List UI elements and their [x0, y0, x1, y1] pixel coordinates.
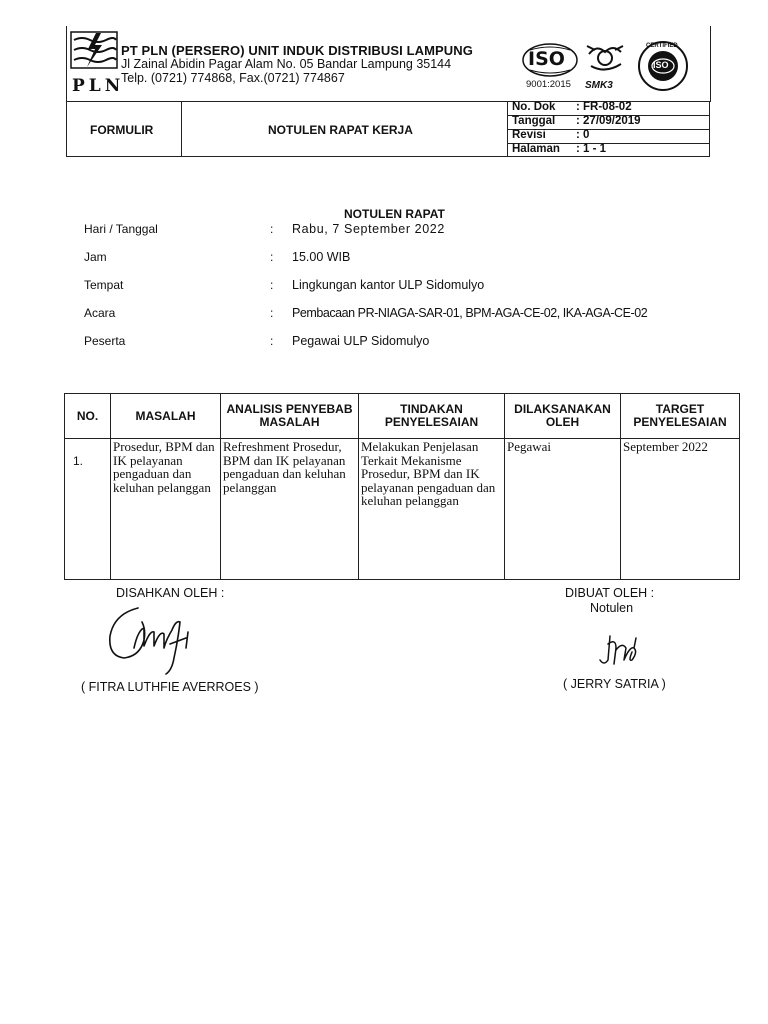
pln-logo-text: PLN: [72, 76, 125, 96]
seal-certified-label: CERTIFIED: [646, 43, 678, 49]
pln-logo: [70, 30, 118, 70]
cell-dilaksanakan: Pegawai: [505, 439, 621, 580]
info-label-hari: Hari / Tanggal: [84, 222, 158, 236]
made-signature-mark: [598, 630, 648, 670]
form-divider-1: [181, 101, 182, 157]
cell-masalah: Prosedur, BPM dan IK pelayanan pengaduan dan keluhan pelanggan: [111, 439, 221, 580]
smk3-label: SMK3: [585, 80, 613, 91]
info-colon: :: [270, 278, 274, 292]
formulir-label: FORMULIR: [90, 123, 154, 137]
approved-signature: [104, 600, 204, 680]
meta-key: No. Dok: [512, 101, 556, 113]
company-phone: Telp. (0721) 774868, Fax.(0721) 774867: [121, 71, 345, 85]
info-label-tempat: Tempat: [84, 278, 124, 292]
cell-target: September 2022: [621, 439, 740, 580]
form-title: NOTULEN RAPAT KERJA: [268, 123, 413, 137]
meta-revisi: [508, 129, 710, 143]
certified-seal: [636, 40, 690, 92]
meta-halaman: [508, 143, 710, 157]
info-value-tempat: Lingkungan kantor ULP Sidomulyo: [292, 278, 485, 292]
meta-key: Revisi: [512, 129, 546, 141]
col-header-no: NO.: [65, 394, 111, 439]
info-value-jam: 15.00 WIB: [292, 250, 351, 264]
meta-key: Tanggal: [512, 115, 556, 127]
cell-no: 1.: [65, 439, 111, 580]
info-value-peserta: Pegawai ULP Sidomulyo: [292, 334, 430, 348]
info-colon: :: [270, 250, 274, 264]
made-by-role: Notulen: [590, 601, 634, 615]
approved-signature-mark: [104, 600, 204, 680]
info-label-acara: Acara: [84, 306, 116, 320]
cell-analisis: Refreshment Prosedur, BPM dan IK pelayanan pengaduan dan keluhan pelanggan: [221, 439, 359, 580]
header-right-border: [710, 26, 711, 102]
info-label-peserta: Peserta: [84, 334, 126, 348]
iso-label: ISO: [528, 48, 565, 70]
col-header-target: TARGET PENYELESAIAN: [621, 394, 740, 439]
made-by-label: DIBUAT OLEH :: [565, 586, 655, 600]
col-header-analisis: ANALISIS PENYEBAB MASALAH: [221, 394, 359, 439]
meta-value: : 0: [576, 129, 590, 141]
cell-tindakan: Melakukan Penjelasan Terkait Mekanisme Prosedur, BPM dan IK pelayanan pengaduan dan keluhan pelanggan: [359, 439, 505, 580]
meta-value: : 27/09/2019: [576, 115, 641, 127]
info-label-jam: Jam: [84, 250, 107, 264]
pln-logo-icon: [70, 30, 118, 70]
meta-value: : 1 - 1: [576, 143, 607, 155]
info-colon: :: [270, 334, 274, 348]
col-header-tindakan: TINDAKAN PENYELESAIAN: [359, 394, 505, 439]
meta-tanggal: [508, 115, 710, 129]
notulen-title: NOTULEN RAPAT: [344, 207, 445, 221]
meta-value: : FR-08-02: [576, 101, 632, 113]
approved-by-label: DISAHKAN OLEH :: [116, 586, 225, 600]
meta-no-dok: [508, 101, 710, 115]
approved-by-name: ( FITRA LUTHFIE AVERROES ): [81, 680, 259, 694]
notulen-table: [64, 393, 740, 580]
col-header-masalah: MASALAH: [111, 394, 221, 439]
company-address: Jl Zainal Abidin Pagar Alam No. 05 Bandar Lampung 35144: [121, 57, 452, 71]
seal-iso-label: ISO: [653, 60, 669, 70]
table-row: [65, 439, 740, 580]
made-signature: [598, 630, 648, 670]
info-value-hari: Rabu, 7 September 2022: [292, 222, 445, 236]
meta-key: Halaman: [512, 143, 560, 155]
header-left-border: [66, 26, 67, 102]
made-by-name: ( JERRY SATRIA ): [563, 677, 666, 691]
info-value-acara: Pembacaan PR-NIAGA-SAR-01, BPM-AGA-CE-02, IKA-AGA-CE-02: [292, 306, 648, 320]
col-header-dilaksanakan: DILAKSANAKAN OLEH: [505, 394, 621, 439]
iso-year: 9001:2015: [526, 79, 571, 90]
smk3-emblem-icon: [585, 40, 629, 76]
info-colon: :: [270, 306, 274, 320]
iso-logo: [520, 40, 590, 92]
smk3-logo: [585, 40, 629, 92]
company-name: PT PLN (PERSERO) UNIT INDUK DISTRIBUSI LAMPUNG: [121, 43, 473, 58]
info-colon: :: [270, 222, 274, 236]
table-header-row: [65, 394, 740, 439]
